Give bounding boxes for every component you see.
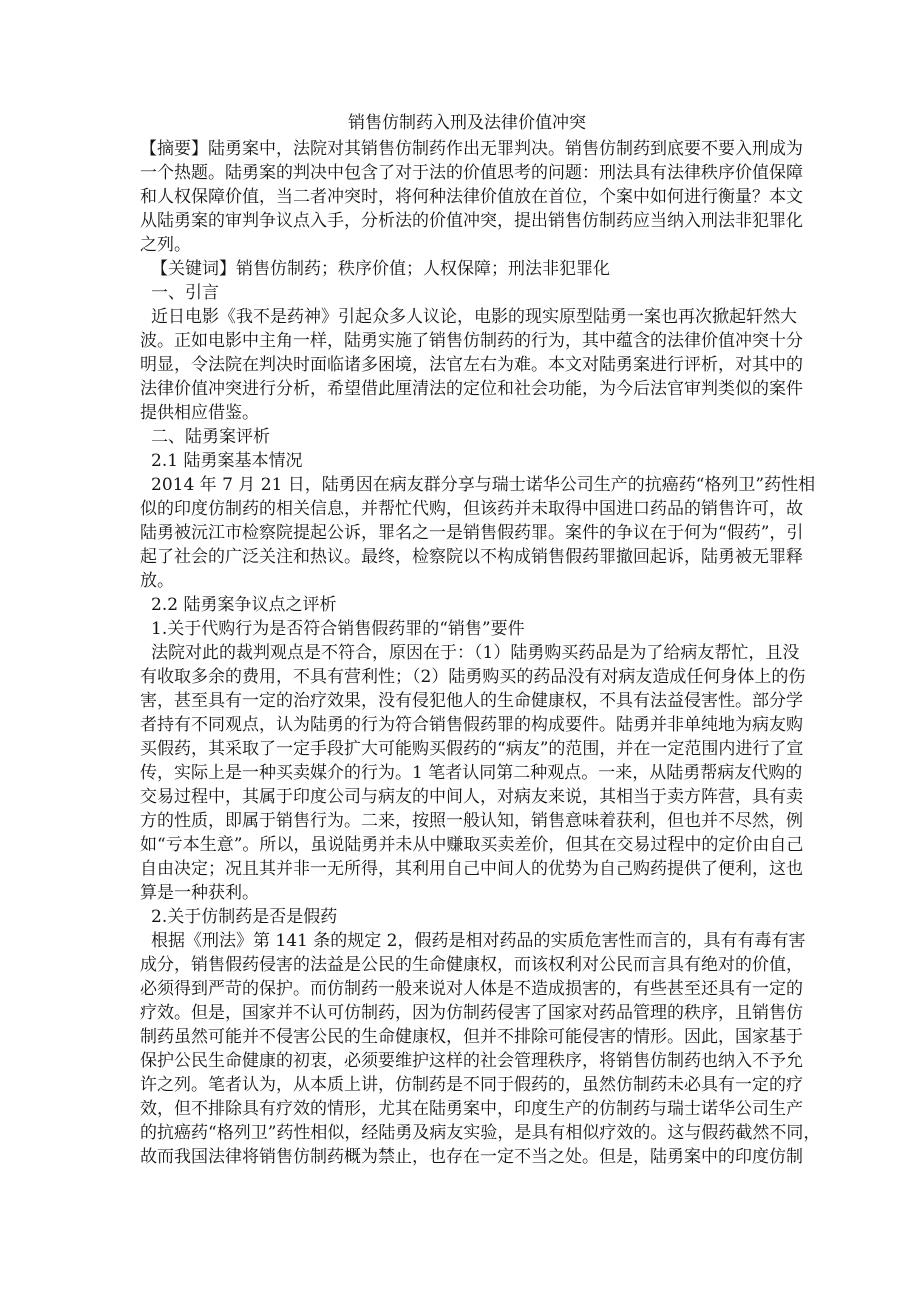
text-line: 【关键词】销售仿制药；秩序价值；人权保障；刑法非犯罪化: [151, 259, 610, 279]
text-line: 算是一种获利。: [140, 883, 259, 903]
text-line: 的抗癌药“格列卫”药性相似，经陆勇及病友实验，是具有相似疗效的。这与假药截然不同，: [140, 1123, 821, 1143]
text-line: 1.关于代购行为是否符合销售假药罪的“销售”要件: [151, 619, 525, 639]
text-line: 一个热题。陆勇案的判决中包含了对于法的价值思考的问题：刑法具有法律秩序价值保障: [140, 163, 803, 183]
text-line: 买假药，其采取了一定手段扩大可能购买假药的“病友”的范围，并在一定范围内进行了宣: [140, 739, 804, 759]
text-line: 疗效。但是，国家并不认可仿制药，因为仿制药侵害了国家对药品管理的秩序，且销售仿: [140, 1003, 803, 1023]
text-line: 从陆勇案的审判争议点入手，分析法的价值冲突，提出销售仿制药应当纳入刑法非犯罪化: [140, 211, 803, 231]
text-line: 二、陆勇案评析: [151, 427, 270, 447]
text-line: 成分，销售假药侵害的法益是公民的生命健康权，而该权利对公民而言具有绝对的价值，: [140, 955, 803, 975]
text-line: 故而我国法律将销售仿制药概为禁止，也存在一定不当之处。但是，陆勇案中的印度仿制: [140, 1147, 803, 1167]
text-line: 根据《刑法》第 141 条的规定 2，假药是相对药品的实质危害性而言的，具有有毒有害: [151, 931, 806, 951]
text-line: 法院对此的裁判观点是不符合，原因在于：（1）陆勇购买药品是为了给病友帮忙，且没: [151, 643, 800, 663]
text-line: 之列。: [140, 235, 191, 255]
document-body: [140, 137, 821, 1169]
text-line: 自由决定；况且其并非一无所得，其利用自己中间人的优势为自己购药提供了便利，这也: [140, 859, 803, 879]
document-title: 销售仿制药入刑及法律价值冲突: [348, 113, 586, 133]
text-line: 陆勇被沅江市检察院提起公诉，罪名之一是销售假药罪。案件的争议在于何为“假药”，引: [140, 523, 804, 543]
text-line: 放。: [140, 571, 174, 591]
text-line: 法律价值冲突进行分析，希望借此厘清法的定位和社会功能，为今后法官审判类似的案件: [140, 379, 803, 399]
text-line: 2014 年 7 月 21 日，陆勇因在病友群分享与瑞士诺华公司生产的抗癌药“格列卫”药性相: [151, 475, 816, 495]
text-line: 有收取多余的费用，不具有营利性；（2）陆勇购买的药品没有对病友造成任何身体上的伤: [140, 667, 806, 687]
text-line: 害，甚至具有一定的治疗效果，没有侵犯他人的生命健康权，不具有法益侵害性。部分学: [140, 691, 803, 711]
text-line: 交易过程中，其属于印度公司与病友的中间人，对病友来说，其相当于卖方阵营，具有卖: [140, 787, 803, 807]
text-line: 制药虽然可能并不侵害公民的生命健康权，但并不排除可能侵害的情形。因此，国家基于: [140, 1027, 803, 1047]
text-line: 近日电影《我不是药神》引起众多人议论，电影的现实原型陆勇一案也再次掀起轩然大: [151, 307, 797, 327]
text-line: 传，实际上是一种买卖媒介的行为。1 笔者认同第二种观点。一来，从陆勇帮病友代购的: [140, 763, 803, 783]
text-line: 明显，令法院在判决时面临诸多困境，法官左右为难。本文对陆勇案进行评析，对其中的: [140, 355, 803, 375]
text-line: 【摘要】陆勇案中，法院对其销售仿制药作出无罪判决。销售仿制药到底要不要入刑成为: [140, 139, 803, 159]
text-line: 如“亏本生意”。所以，虽说陆勇并未从中赚取买卖差价，但其在交易过程中的定价由自己: [140, 835, 804, 855]
text-line: 2.关于仿制药是否是假药: [151, 907, 338, 927]
text-line: 起了社会的广泛关注和热议。最终，检察院以不构成销售假药罪撤回起诉，陆勇被无罪释: [140, 547, 803, 567]
text-line: 似的印度仿制药的相关信息，并帮忙代购，但该药并未取得中国进口药品的销售许可，故: [140, 499, 803, 519]
text-line: 和人权保障价值，当二者冲突时，将何种法律价值放在首位，个案中如何进行衡量？本文: [140, 187, 803, 207]
text-line: 方的性质，即属于销售行为。二来，按照一般认知，销售意味着获利，但也并不尽然，例: [140, 811, 803, 831]
text-line: 保护公民生命健康的初衷，必须要维护这样的社会管理秩序，将销售仿制药也纳入不予允: [140, 1051, 803, 1071]
text-line: 提供相应借鉴。: [140, 403, 259, 423]
text-line: 2.2 陆勇案争议点之评析: [151, 595, 337, 615]
text-line: 波。正如电影中主角一样，陆勇实施了销售仿制药的行为，其中蕴含的法律价值冲突十分: [140, 331, 803, 351]
text-line: 一、引言: [151, 283, 219, 303]
text-line: 效，但不排除具有疗效的情形，尤其在陆勇案中，印度生产的仿制药与瑞士诺华公司生产: [140, 1099, 803, 1119]
text-line: 2.1 陆勇案基本情况: [151, 451, 303, 471]
text-line: 必须得到严苛的保护。而仿制药一般来说对人体是不造成损害的，有些甚至还具有一定的: [140, 979, 803, 999]
text-line: 者持有不同观点，认为陆勇的行为符合销售假药罪的构成要件。陆勇并非单纯地为病友购: [140, 715, 803, 735]
text-line: 许之列。笔者认为，从本质上讲，仿制药是不同于假药的，虽然仿制药未必具有一定的疗: [140, 1075, 803, 1095]
